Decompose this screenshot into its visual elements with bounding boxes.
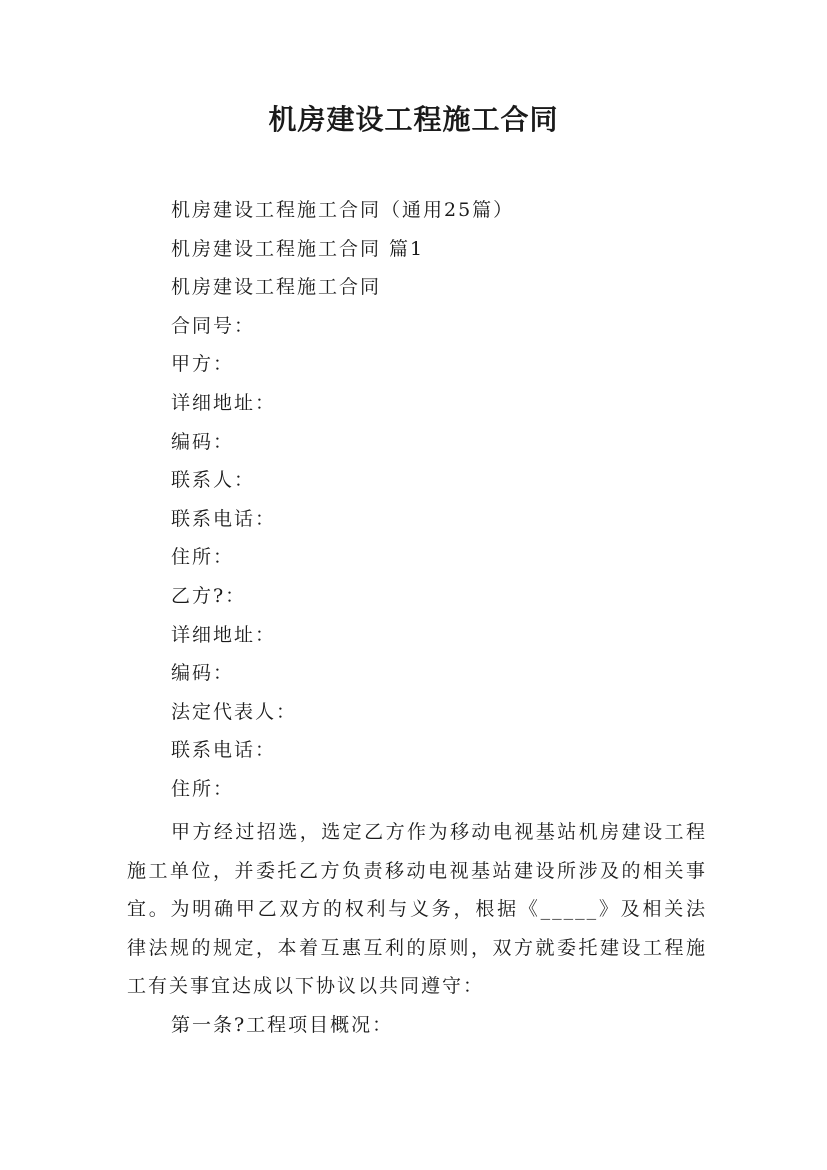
party-a-address-label: 详细地址： bbox=[171, 391, 277, 414]
party-a-residence-label: 住所： bbox=[171, 546, 235, 569]
party-b-label: 乙方?： bbox=[171, 584, 247, 607]
contract-number-label: 合同号： bbox=[171, 314, 256, 337]
party-b-code-label: 编码： bbox=[171, 662, 235, 685]
contract-name-line: 机房建设工程施工合同 bbox=[171, 276, 382, 299]
subtitle-line: 机房建设工程施工合同（通用25篇） bbox=[171, 199, 515, 221]
party-b-phone-label: 联系电话： bbox=[171, 739, 277, 762]
party-a-label: 甲方： bbox=[171, 353, 235, 376]
party-a-code-label: 编码： bbox=[171, 430, 235, 453]
article-one-heading: 第一条?工程项目概况： bbox=[171, 1014, 394, 1036]
party-b-address-label: 详细地址： bbox=[171, 623, 277, 646]
document-title: 机房建设工程施工合同 bbox=[268, 103, 559, 136]
party-a-phone-label: 联系电话： bbox=[171, 507, 277, 530]
chapter-heading: 机房建设工程施工合同 篇1 bbox=[171, 237, 425, 260]
party-a-contact-label: 联系人： bbox=[171, 469, 256, 492]
preamble-paragraph: 甲方经过招选，选定乙方作为移动电视基站机房建设工程施工单位，并委托乙方负责移动电视基站建设所涉及的相关事宜。为明确甲乙双方的权利与义务，根据《_____》及相关法律法规的规定，本着互惠互利的原则，双方就委托建设工程施工有关事宜达成以下协议以共同遵守： bbox=[127, 821, 707, 998]
party-b-residence-label: 住所： bbox=[171, 777, 235, 800]
document-lines bbox=[127, 191, 717, 809]
party-b-legal-rep-label: 法定代表人： bbox=[171, 700, 298, 723]
